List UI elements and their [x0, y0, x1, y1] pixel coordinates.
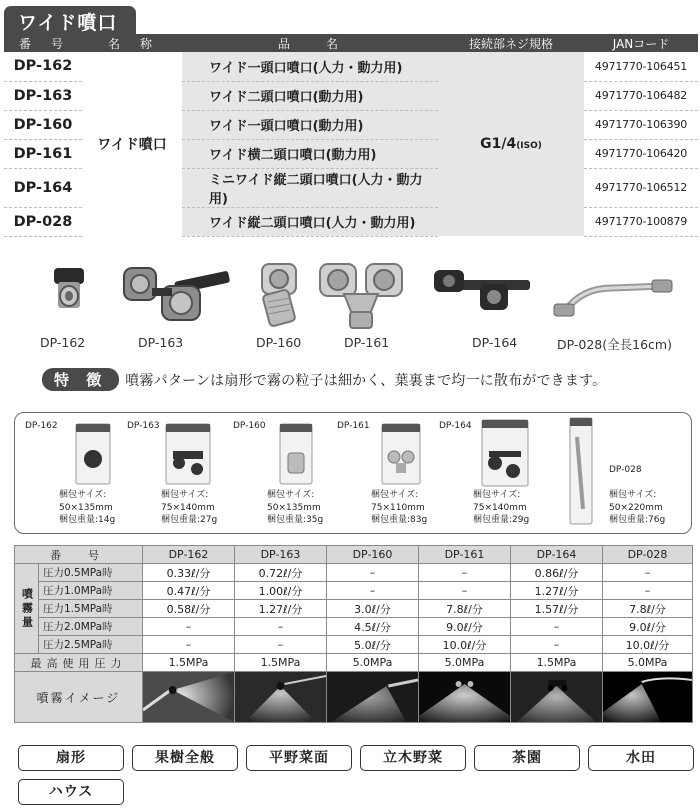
- spray-value: 0.72ℓ/分: [235, 564, 327, 582]
- package-size-label: 梱包サイズ:: [59, 490, 107, 500]
- spray-value: –: [143, 618, 235, 636]
- tag-standing-trees: 立木野菜: [360, 745, 466, 771]
- spray-value: 1.27ℓ/分: [235, 600, 327, 618]
- package-details: [371, 489, 427, 527]
- package-size: 75×140mm: [473, 502, 527, 513]
- header-number: 番 号: [4, 34, 82, 52]
- connection-value: G1/4: [480, 136, 517, 152]
- row-product: ワイド縦二頭口噴口(人力・動力用): [182, 207, 438, 236]
- spray-code-header: DP-164: [511, 546, 603, 564]
- nozzle-dp160-image: [252, 262, 304, 332]
- max-pressure-label: 最高使用圧力: [15, 654, 143, 672]
- spray-value: 5.0ℓ/分: [327, 636, 419, 654]
- pressure-label: 圧力1.5MPa時: [39, 600, 143, 618]
- spray-value: –: [143, 636, 235, 654]
- spray-image-dp163: [235, 672, 326, 722]
- spray-image-dp164: [511, 672, 602, 722]
- product-label: DP-161: [344, 335, 390, 350]
- spray-value: –: [511, 618, 603, 636]
- row-jan: 4971770-106451: [584, 52, 698, 81]
- spray-image-dp028: [603, 672, 692, 722]
- row-product: ワイド一頭口噴口(人力・動力用): [182, 52, 438, 81]
- spray-header-row: [15, 546, 693, 564]
- table-header-row: [4, 34, 698, 52]
- max-pressure-value: 1.5MPa: [143, 654, 235, 672]
- package-size: 75×110mm: [371, 502, 425, 513]
- spray-code-header: DP-163: [235, 546, 327, 564]
- spray-spec-table: [14, 545, 693, 723]
- pressure-label: 圧力0.5MPa時: [39, 564, 143, 582]
- nozzle-dp161-image: [316, 260, 406, 332]
- spray-image-dp160: [327, 672, 418, 722]
- package-size: 50×220mm: [609, 502, 663, 513]
- spray-image-dp161: [419, 672, 510, 722]
- package-info-box: [14, 412, 692, 534]
- spray-image-cell: [235, 672, 327, 723]
- tag-greenhouse: ハウス: [18, 779, 124, 805]
- spray-value: –: [235, 636, 327, 654]
- row-product: ワイド一頭口噴口(動力用): [182, 110, 438, 139]
- package-image: [569, 417, 593, 525]
- spray-value: 10.0ℓ/分: [603, 636, 693, 654]
- row-code: DP-164: [4, 168, 82, 207]
- spray-image-cell: [419, 672, 511, 723]
- feature-badge: 特 徴: [42, 368, 119, 391]
- tag-fan-shape: 扇形: [18, 745, 124, 771]
- package-details: [161, 489, 217, 527]
- nozzle-dp164-image: [430, 266, 534, 316]
- package-image: [481, 419, 529, 487]
- nozzle-dp028-image: [552, 274, 676, 318]
- package-code: DP-161: [337, 421, 370, 431]
- spray-image-cell: [327, 672, 419, 723]
- spray-number-header: 番 号: [15, 546, 143, 564]
- section-title: ワイド噴口: [4, 6, 136, 34]
- product-images: [0, 258, 700, 358]
- row-product: ワイド二頭口噴口(動力用): [182, 81, 438, 110]
- row-product: ミニワイド縦二頭口噴口(人力・動力用): [182, 168, 438, 207]
- max-pressure-value: 5.0MPa: [603, 654, 693, 672]
- max-pressure-value: 5.0MPa: [327, 654, 419, 672]
- row-jan: 4971770-106482: [584, 81, 698, 110]
- product-name-cell: ワイド噴口: [97, 137, 167, 153]
- feature-line: [42, 368, 606, 391]
- spray-value: –: [327, 582, 419, 600]
- package-size-label: 梱包サイズ:: [609, 490, 657, 500]
- header-connection: 接続部ネジ規格: [438, 34, 584, 52]
- max-pressure-value: 1.5MPa: [235, 654, 327, 672]
- pressure-label: 圧力1.0MPa時: [39, 582, 143, 600]
- package-details: [609, 489, 665, 527]
- spray-value: –: [235, 618, 327, 636]
- spray-row: [15, 618, 693, 636]
- spray-value: 9.0ℓ/分: [603, 618, 693, 636]
- row-jan: 4971770-106390: [584, 110, 698, 139]
- package-weight: 梱包重量:35g: [267, 515, 324, 525]
- package-size-label: 梱包サイズ:: [267, 490, 315, 500]
- product-label: DP-163: [138, 335, 184, 350]
- max-pressure-value: 5.0MPa: [419, 654, 511, 672]
- product-spec-table: [4, 34, 698, 237]
- package-weight: 梱包重量:83g: [371, 515, 428, 525]
- tag-field-vegetables: 平野菜面: [246, 745, 352, 771]
- spray-value: 9.0ℓ/分: [419, 618, 511, 636]
- connection-suffix: (ISO): [516, 141, 542, 151]
- spray-value: 0.47ℓ/分: [143, 582, 235, 600]
- package-image: [165, 423, 211, 485]
- package-code: DP-163: [127, 421, 160, 431]
- package-code: DP-028: [609, 465, 642, 475]
- nozzle-dp163-image: [114, 264, 234, 322]
- spray-value: –: [511, 636, 603, 654]
- tag-paddy: 水田: [588, 745, 694, 771]
- spray-code-header: DP-161: [419, 546, 511, 564]
- product-label: DP-028(全長16cm): [557, 337, 672, 352]
- spray-value: 7.8ℓ/分: [419, 600, 511, 618]
- package-details: [267, 489, 323, 527]
- package-weight: 梱包重量:29g: [473, 515, 530, 525]
- spray-value: –: [603, 564, 693, 582]
- row-jan: 4971770-106512: [584, 168, 698, 207]
- spray-value: 1.00ℓ/分: [235, 582, 327, 600]
- spray-value: 0.33ℓ/分: [143, 564, 235, 582]
- row-jan: 4971770-106420: [584, 139, 698, 168]
- package-code: DP-164: [439, 421, 472, 431]
- spray-row: [15, 564, 693, 582]
- spray-value: –: [419, 582, 511, 600]
- spray-image-cell: [143, 672, 235, 723]
- row-code: DP-160: [4, 110, 82, 139]
- row-code: DP-162: [4, 52, 82, 81]
- spray-value: –: [603, 582, 693, 600]
- package-image: [279, 423, 313, 485]
- package-code: DP-162: [25, 421, 58, 431]
- spray-code-header: DP-162: [143, 546, 235, 564]
- package-details: [473, 489, 529, 527]
- spray-value: 1.57ℓ/分: [511, 600, 603, 618]
- spray-volume-label: 噴霧量: [15, 564, 39, 654]
- tag-tea-garden: 茶園: [474, 745, 580, 771]
- header-product: 品 名: [182, 34, 438, 52]
- nozzle-dp162-image: [48, 266, 92, 316]
- package-weight: 梱包重量:27g: [161, 515, 218, 525]
- spray-value: 10.0ℓ/分: [419, 636, 511, 654]
- spray-value: –: [419, 564, 511, 582]
- spray-value: –: [327, 564, 419, 582]
- pressure-label: 圧力2.0MPa時: [39, 618, 143, 636]
- tag-orchards: 果樹全般: [132, 745, 238, 771]
- connection-cell: [438, 52, 584, 236]
- package-weight: 梱包重量:76g: [609, 515, 666, 525]
- package-image: [75, 423, 111, 485]
- spray-image-label: 噴霧イメージ: [15, 672, 143, 723]
- spray-value: 4.5ℓ/分: [327, 618, 419, 636]
- product-label: DP-164: [472, 335, 518, 350]
- spray-code-header: DP-028: [603, 546, 693, 564]
- package-code: DP-160: [233, 421, 266, 431]
- row-code: DP-028: [4, 207, 82, 236]
- row-code: DP-161: [4, 139, 82, 168]
- package-details: [59, 489, 115, 527]
- package-weight: 梱包重量:14g: [59, 515, 116, 525]
- product-label: DP-162: [40, 335, 86, 350]
- spray-row: [15, 582, 693, 600]
- row-product: ワイド横二頭口噴口(動力用): [182, 139, 438, 168]
- row-jan: 4971770-100879: [584, 207, 698, 236]
- feature-text: 噴霧パターンは扇形で霧の粒子は細かく、葉裏まで均一に散布ができます。: [125, 372, 607, 389]
- spray-code-header: DP-160: [327, 546, 419, 564]
- product-label: DP-160: [256, 335, 302, 350]
- package-size: 50×135mm: [267, 502, 321, 513]
- max-pressure-value: 1.5MPa: [511, 654, 603, 672]
- header-jan: JANコード: [584, 34, 698, 52]
- spray-value: 3.0ℓ/分: [327, 600, 419, 618]
- spray-row: [15, 600, 693, 618]
- spray-image-dp162: [143, 672, 234, 722]
- spray-value: 0.58ℓ/分: [143, 600, 235, 618]
- row-code: DP-163: [4, 81, 82, 110]
- header-name: 名 称: [82, 34, 182, 52]
- package-image: [381, 423, 421, 485]
- package-size: 75×140mm: [161, 502, 215, 513]
- spray-value: 1.27ℓ/分: [511, 582, 603, 600]
- package-size: 50×135mm: [59, 502, 113, 513]
- package-size-label: 梱包サイズ:: [161, 490, 209, 500]
- spray-image-cell: [511, 672, 603, 723]
- spray-image-cell: [603, 672, 693, 723]
- package-size-label: 梱包サイズ:: [473, 490, 521, 500]
- pressure-label: 圧力2.5MPa時: [39, 636, 143, 654]
- spray-image-row: [15, 672, 693, 723]
- spray-value: 0.86ℓ/分: [511, 564, 603, 582]
- max-pressure-row: [15, 654, 693, 672]
- spray-row: [15, 636, 693, 654]
- spray-value: 7.8ℓ/分: [603, 600, 693, 618]
- package-size-label: 梱包サイズ:: [371, 490, 419, 500]
- table-row: [4, 52, 698, 81]
